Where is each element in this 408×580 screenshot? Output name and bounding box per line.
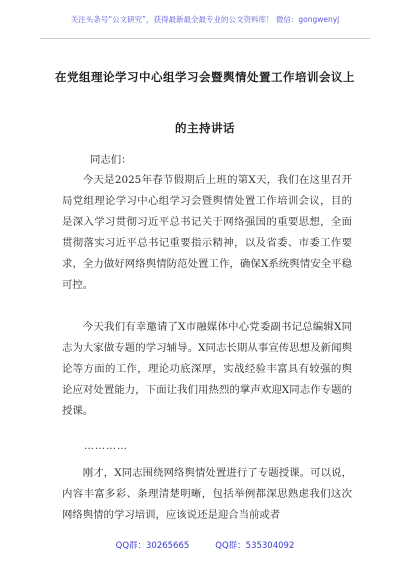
- document-title-line1: 在党组理论学习中心组学习会暨舆情处置工作培训会议上: [55, 70, 355, 84]
- document-title-line2: 的主持讲话: [175, 121, 235, 135]
- header-divider: [40, 38, 370, 39]
- salutation: 同志们：: [90, 154, 132, 166]
- footer-qq-group-2: QQ群：535304092: [215, 541, 295, 551]
- header-promo-text: 关注头条号“公文研究”，获得最新最全最专业的公文资料库！ 微信：gongwenyj: [70, 15, 340, 24]
- paragraph-2: 今天我们有幸邀请了X市融媒体中心党委副书记总编辑X同志为大家做专题的学习辅导。X同志长期从事宣传思想及新闻舆论等方面的工作，理论功底深厚，实战经验丰富具有较强的舆论应对处置能力，下面让我们用热烈的掌声欢迎X同志作专题的授课。: [62, 321, 352, 417]
- footer-contact: [40, 539, 370, 551]
- paragraph-1: 今天是2025年春节假期后上班的第X天，我们在这里召开局党组理论学习中心组学习会暨舆情处置工作培训会议，目的是深入学习贯彻习近平总书记关于网络强国的重要思想，全面贯彻落实习近平总书记重要指示精神，以及省委、市委工作要求，全力做好网络舆情防范处置工作，确保X系统舆情安全平稳可控。: [62, 174, 352, 291]
- footer-qq-group-1: QQ群：30265665: [115, 541, 190, 551]
- ellipsis: …………: [84, 441, 128, 452]
- paragraph-3: 刚才，X同志围绕网络舆情处置进行了专题授课。可以说，内容丰富多彩、条理清楚明晰，包括举例都深思熟虑我们这次网络舆情的学习培训，应该说还是迎合当前或者: [62, 467, 352, 521]
